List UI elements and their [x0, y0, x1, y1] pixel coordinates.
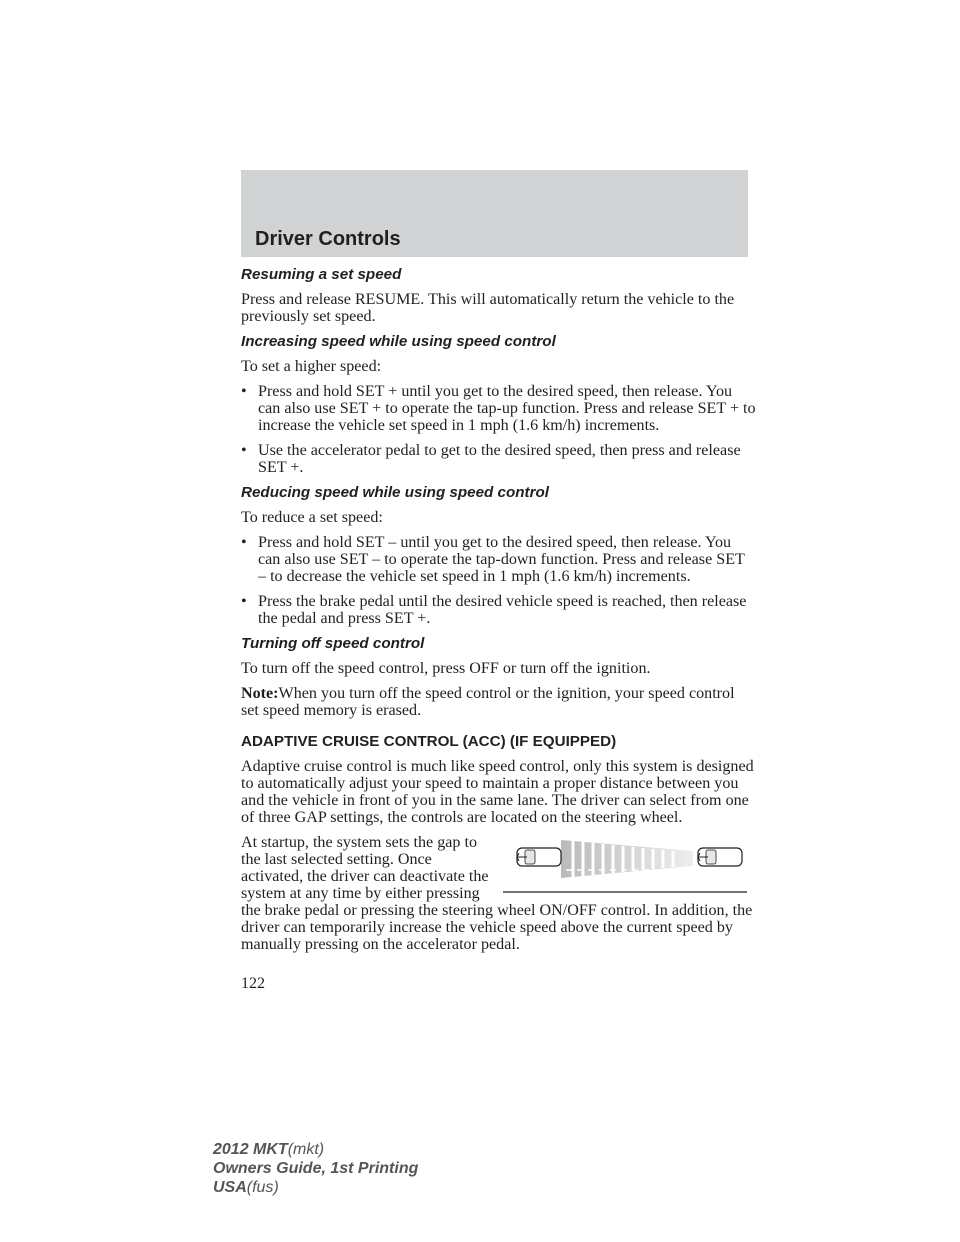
print-footer — [213, 1140, 418, 1197]
acc-gap-diagram-icon — [503, 836, 747, 896]
list-item: • Press and hold SET – until you get to the desired speed, then release. You can also use SET – to operate the tap-down function. Press and release SET – to decrease the vehicle set speed in 1 mph (1.6 km/h) increments. — [241, 534, 745, 585]
heading-increasing: Increasing speed while using speed control — [241, 333, 556, 350]
page-content — [241, 266, 756, 961]
bullet-icon: • — [241, 383, 247, 400]
para-increasing-intro: To set a higher speed: — [241, 358, 382, 375]
acc-title: ADAPTIVE CRUISE CONTROL (ACC) (IF EQUIPPED) — [241, 733, 617, 750]
heading-reducing: Reducing speed while using speed control — [241, 484, 550, 501]
list-item: • Press the brake pedal until the desired vehicle speed is reached, then release the pedal and press SET +. — [241, 593, 747, 627]
acc-para-1: Adaptive cruise control is much like speed control, only this system is designed to automatically adjust your speed to maintain a proper distance between you and the vehicle in front of you in the same lane. The driver can select from one of three GAP settings, the controls are located on the steering wheel. — [241, 758, 754, 826]
heading-resuming: Resuming a set speed — [241, 266, 402, 283]
bullet-icon: • — [241, 442, 247, 459]
list-item: • Use the accelerator pedal to get to the desired speed, then press and release SET +. — [241, 442, 741, 476]
page-number: 122 — [241, 975, 265, 992]
acc-gap-illustration — [503, 836, 747, 896]
acc-para-2: At startup, the system sets the gap to the last selected setting. Once activated, the driver can deactivate the system at any time by either pressing the brake pedal or pressing the steering wheel ON/OFF control. In addition, the driver can temporarily increase the vehicle speed above the current speed by manually pressing on the accelerator pedal. — [241, 834, 753, 953]
reducing-list — [241, 534, 756, 627]
note — [241, 685, 756, 719]
footer-model-code: (mkt) — [287, 1141, 325, 1158]
bullet-icon: • — [241, 593, 247, 610]
note-text: When you turn off the speed control or the ignition, your speed control set speed memory is erased. — [241, 685, 735, 719]
bullet-icon: • — [241, 534, 247, 551]
para-resuming: Press and release RESUME. This will automatically return the vehicle to the previously set speed. — [241, 291, 735, 325]
para-reducing-intro: To reduce a set speed: — [241, 509, 383, 526]
footer-guide: Owners Guide, 1st Printing — [213, 1160, 419, 1177]
footer-region-code: (fus) — [246, 1179, 279, 1196]
footer-region: USA — [213, 1179, 247, 1196]
note-label: Note: — [241, 685, 279, 702]
section-title: Driver Controls — [255, 228, 401, 250]
heading-turning-off: Turning off speed control — [241, 635, 425, 652]
increasing-list — [241, 383, 756, 476]
footer-model: 2012 MKT — [213, 1141, 288, 1158]
section-header-band — [241, 170, 748, 257]
list-item: • Press and hold SET + until you get to the desired speed, then release. You can also use SET + to operate the tap-up function. Press and release SET + to increase the vehicle set speed in 1 mph (1.6 km/h) increments. — [241, 383, 756, 434]
para-turning-off: To turn off the speed control, press OFF or turn off the ignition. — [241, 660, 651, 677]
